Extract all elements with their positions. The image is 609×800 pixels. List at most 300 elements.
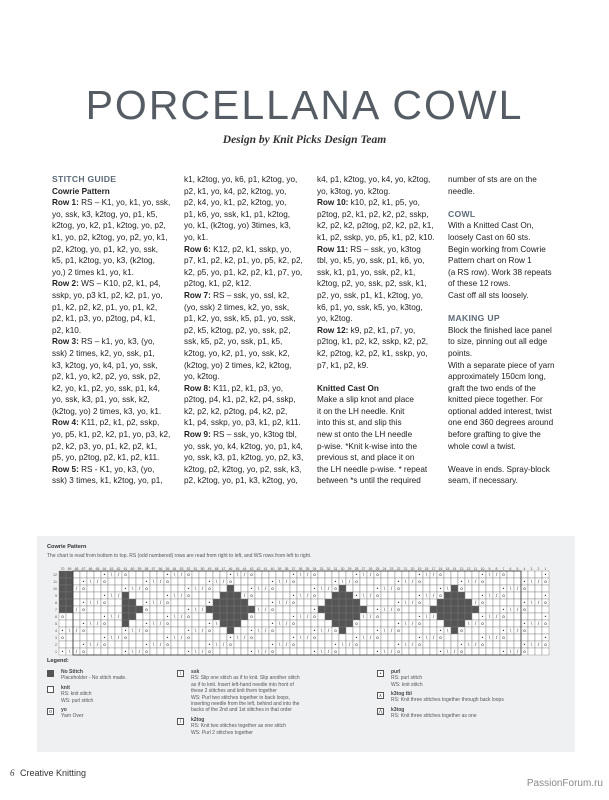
text-content: yo,) 2 times k1, yo, k1. (52, 267, 134, 277)
column-label: 60 (130, 567, 135, 571)
text-content: k1, p2, sskp, yo, p5, k1, p2, k10. (317, 232, 435, 242)
chart-symbol: o (481, 580, 484, 586)
text-content: p1, k6, yo, ssk, k1, p1, k2tog, (184, 209, 291, 219)
text-content: tbl, yo, k5, yo, ssk, p1, k6, yo, (317, 256, 425, 266)
chart-symbol: o (460, 587, 463, 593)
chart-symbol: o (292, 643, 295, 649)
text-line (184, 406, 303, 418)
chart-symbol: o (61, 636, 64, 642)
text-line (448, 267, 555, 279)
chart-symbol: / (180, 573, 183, 579)
chart-symbol: \ (341, 643, 344, 649)
chart-cell (157, 648, 164, 655)
chart-symbol: • (397, 580, 400, 586)
chart-symbol: \ (131, 587, 134, 593)
text-content: p2tog, k1, p2, k2, sskp, k2, p2, (317, 337, 429, 347)
chart-cell (318, 571, 325, 578)
legend-item-no-stitch: No Stitch Placeholder - No stitch made. (61, 669, 127, 682)
chart-cell (339, 599, 346, 606)
chart-cell (444, 641, 451, 648)
chart-cell (367, 641, 374, 648)
text-line (317, 313, 434, 325)
chart-cell (423, 585, 430, 592)
chart-cell (171, 599, 178, 606)
chart-cell (493, 627, 500, 634)
chart-cell (360, 585, 367, 592)
text-content: p2tog, k1, p2, k12. (184, 279, 252, 289)
text-line (52, 348, 170, 360)
chart-symbol: o (82, 587, 85, 593)
chart-cell (185, 620, 192, 627)
column-label: 70 (60, 567, 65, 571)
chart-symbol: / (327, 650, 330, 656)
chart-cell (507, 634, 514, 641)
chart-symbol: \ (110, 594, 113, 600)
text-content: k2, yo, k1, p2, yo, ssk, p1, k4, (52, 383, 160, 393)
chart-cell (318, 592, 325, 599)
chart-symbol: / (75, 650, 78, 656)
chart-cell (73, 571, 80, 578)
text-content: yo, k3tog, yo, k2tog. (317, 186, 391, 196)
chart-cell (178, 641, 185, 648)
chart-cell (241, 627, 248, 634)
chart-cell (360, 648, 367, 655)
text-line (52, 406, 170, 418)
chart-cell (199, 620, 206, 627)
chart-cell (339, 634, 346, 641)
chart-cell (185, 599, 192, 606)
chart-cell (297, 627, 304, 634)
chart-cell (514, 592, 521, 599)
row-label: 1 (55, 650, 57, 654)
text-line (52, 255, 170, 267)
chart-symbol: / (243, 636, 246, 642)
chart-cell (409, 592, 416, 599)
chart-symbol: \ (446, 629, 449, 635)
chart-cell (234, 606, 241, 613)
chart-cell (542, 585, 549, 592)
text-line (448, 475, 555, 487)
chart-cell (528, 613, 535, 620)
text-line (317, 290, 434, 302)
chart-cell (381, 599, 388, 606)
chart-symbol: / (516, 650, 519, 656)
chart-symbol: • (61, 629, 64, 635)
chart-symbol: o (544, 580, 547, 586)
chart-cell (346, 599, 353, 606)
chart-cell (297, 606, 304, 613)
chart-cell (255, 592, 262, 599)
chart-cell (157, 592, 164, 599)
chart-cell (325, 592, 332, 599)
chart-cell (206, 606, 213, 613)
chart-symbol: o (397, 629, 400, 635)
chart-cell (542, 606, 549, 613)
chart-cell (262, 592, 269, 599)
chart-cell (444, 578, 451, 585)
chart-symbol: \ (299, 615, 302, 621)
column-label: 16 (438, 567, 443, 571)
chart-cell (220, 571, 227, 578)
chart-cell (213, 592, 220, 599)
text-line (184, 232, 303, 244)
column-label: 30 (340, 567, 345, 571)
chart-symbol: o (460, 650, 463, 656)
chart-cell (150, 571, 157, 578)
chart-symbol: \ (362, 615, 365, 621)
chart-symbol: \ (173, 615, 176, 621)
chart-symbol: \ (341, 580, 344, 586)
text-line (317, 267, 434, 279)
chart-cell (255, 634, 262, 641)
chart-symbol: o (82, 650, 85, 656)
text-line (317, 441, 434, 453)
chart-symbol: o (334, 629, 337, 635)
chart-cell (360, 606, 367, 613)
row-label: Row 6: (184, 244, 211, 254)
chart-cell (339, 620, 346, 627)
column-label: 9 (488, 567, 491, 571)
chart-symbol: / (264, 629, 267, 635)
chart-cell (451, 634, 458, 641)
text-content: it on the LH needle. Knit (317, 406, 405, 416)
chart-cell (108, 648, 115, 655)
chart-symbol: \ (404, 601, 407, 607)
chart-symbol: o (397, 608, 400, 614)
chart-cell (199, 599, 206, 606)
chart-symbol: • (166, 573, 169, 579)
chart-symbol: \ (530, 601, 533, 607)
chart-cell (395, 592, 402, 599)
row-label: 6 (55, 615, 57, 619)
chart-cell (318, 620, 325, 627)
chart-symbol: \ (425, 636, 428, 642)
chart-cell (241, 585, 248, 592)
chart-cell (276, 606, 283, 613)
text-content: k2, p5, yo, p1, k2, p2, k1, p7, yo, (184, 267, 303, 277)
chart-symbol: / (201, 629, 204, 635)
chart-symbol: o (187, 573, 190, 579)
chart-cell (304, 578, 311, 585)
chart-cell (458, 606, 465, 613)
chart-symbol: o (187, 636, 190, 642)
chart-symbol: • (82, 601, 85, 607)
page-number: 6 (10, 768, 15, 778)
text-content: p-wise. *Knit k-wise into the (317, 441, 418, 451)
chart-cell (402, 648, 409, 655)
chart-symbol: o (502, 615, 505, 621)
chart-symbol: \ (425, 594, 428, 600)
text-line (448, 406, 555, 418)
chart-cell (87, 634, 94, 641)
chart-cell (122, 599, 129, 606)
chart-symbol: o (229, 643, 232, 649)
text-content: p7, k1, p2, k9. (317, 360, 369, 370)
text-content: yo, ssk, yo, k4, k2tog, yo, p1, k4, (184, 441, 303, 451)
text-column-3 (317, 174, 434, 487)
chart-cell (318, 641, 325, 648)
chart-cell (423, 578, 430, 585)
text-content: yo, k1. (184, 232, 209, 242)
text-content: k2, p2, k2, p2tog, p2, k2, p2, k1, (317, 221, 434, 231)
chart-cell (129, 606, 136, 613)
chart-cell (465, 627, 472, 634)
column-label: 58 (144, 567, 149, 571)
chart-cell (262, 599, 269, 606)
text-content: RS – ssk, yo, ssl, k2, (210, 290, 290, 300)
chart-symbol: \ (215, 580, 218, 586)
chart-cell (199, 571, 206, 578)
chart-cell (367, 578, 374, 585)
chart-cell (150, 613, 157, 620)
chart-symbol: o (502, 594, 505, 600)
chart-cell (521, 613, 528, 620)
chart-cell (248, 620, 255, 627)
chart-cell (395, 634, 402, 641)
chart-cell (227, 599, 234, 606)
chart-symbol: o (145, 629, 148, 635)
text-content: knitted piece together. For (448, 395, 543, 405)
chart-cell (402, 592, 409, 599)
column-label: 28 (354, 567, 359, 571)
chart-symbol: \ (509, 587, 512, 593)
chart-cell (129, 599, 136, 606)
text-line (448, 290, 555, 302)
chart-symbol: • (376, 629, 379, 635)
chart-symbol: • (439, 587, 442, 593)
chart-cell (430, 606, 437, 613)
chart-cell (276, 571, 283, 578)
chart-symbol: o (397, 650, 400, 656)
chart-symbol: • (376, 650, 379, 656)
chart-cell (262, 613, 269, 620)
chart-symbol: \ (194, 629, 197, 635)
chart-cell (87, 613, 94, 620)
chart-symbol: • (187, 587, 190, 593)
chart-symbol: \ (89, 580, 92, 586)
chart-symbol: \ (257, 650, 260, 656)
chart-cell (150, 648, 157, 655)
chart-cell (444, 571, 451, 578)
chart-symbol: • (208, 643, 211, 649)
chart-cell (430, 578, 437, 585)
chart-cell (213, 571, 220, 578)
chart-symbol: o (313, 636, 316, 642)
text-line (184, 209, 303, 221)
chart-symbol: o (271, 608, 274, 614)
chart-cell (101, 627, 108, 634)
chart-cell (514, 599, 521, 606)
chart-cell (388, 571, 395, 578)
column-label: 36 (298, 567, 303, 571)
chart-cell (206, 613, 213, 620)
chart-symbol: \ (257, 587, 260, 593)
chart-symbol: / (138, 650, 141, 656)
text-line (184, 290, 303, 302)
chart-symbol: / (201, 650, 204, 656)
text-content: yo, ssk, k3, p1, k2tog, yo, p2, k3, (184, 453, 304, 463)
chart-cell (87, 571, 94, 578)
text-line (184, 452, 303, 464)
chart-cell (381, 578, 388, 585)
chart-cell (353, 613, 360, 620)
chart-cell (304, 648, 311, 655)
chart-symbol: \ (215, 622, 218, 628)
chart-cell (507, 620, 514, 627)
chart-symbol: o (313, 615, 316, 621)
chart-symbol: • (250, 650, 253, 656)
chart-cell (59, 641, 66, 648)
chart-symbol: / (537, 622, 540, 628)
chart-cell (332, 592, 339, 599)
chart-symbol: o (250, 615, 253, 621)
chart-symbol: / (306, 573, 309, 579)
chart-symbol: \ (383, 608, 386, 614)
chart-symbol: \ (509, 608, 512, 614)
chart-cell (374, 620, 381, 627)
chart-cell (206, 571, 213, 578)
chart-cell (444, 620, 451, 627)
chart-symbol: / (516, 608, 519, 614)
chart-symbol: • (166, 636, 169, 642)
chart-symbol: • (502, 587, 505, 593)
chart-cell (360, 578, 367, 585)
text-content: previous st, and place it on (317, 453, 415, 463)
chart-symbol: \ (530, 580, 533, 586)
text-content: RS – k1, yo, k3, (yo, (78, 337, 155, 347)
column-label: 51 (193, 567, 198, 571)
chart-cell (276, 634, 283, 641)
chart-cell (283, 613, 290, 620)
chart-cell (248, 578, 255, 585)
column-label: 7 (502, 567, 505, 571)
chart-symbol: o (124, 636, 127, 642)
chart-symbol: / (264, 608, 267, 614)
chart-symbol: \ (509, 629, 512, 635)
chart-symbol: • (187, 650, 190, 656)
chart-cell (297, 578, 304, 585)
chart-cell (507, 599, 514, 606)
chart-cell (297, 641, 304, 648)
chart-symbol: \ (278, 601, 281, 607)
column-label: 24 (382, 567, 387, 571)
column-label: 10 (480, 567, 485, 571)
text-content: Pattern chart on Row 1 (448, 256, 532, 266)
chart-cell (290, 585, 297, 592)
chart-symbol: o (523, 608, 526, 614)
chart-cell (437, 613, 444, 620)
chart-cell (486, 578, 493, 585)
chart-symbol: \ (446, 587, 449, 593)
chart-symbol: / (117, 573, 120, 579)
chart-cell (143, 634, 150, 641)
chart-cell (514, 578, 521, 585)
chart-cell (353, 606, 360, 613)
chart-cell (325, 613, 332, 620)
chart-cell (367, 627, 374, 634)
chart-symbol: / (516, 629, 519, 635)
text-content: k2, p2tog, k2, p2, k1, sskp, yo, (317, 348, 428, 358)
column-label: 50 (200, 567, 205, 571)
chart-cell (486, 599, 493, 606)
chart-cell (234, 592, 241, 599)
chart-cell (150, 627, 157, 634)
chart-cell (227, 606, 234, 613)
column-label: 13 (459, 567, 464, 571)
chart-cell (416, 585, 423, 592)
chart-cell (507, 592, 514, 599)
chart-cell (472, 648, 479, 655)
chart-cell (66, 599, 73, 606)
chart-cell (199, 592, 206, 599)
chart-symbol: • (229, 636, 232, 642)
column-label: 47 (221, 567, 226, 571)
text-content: between *s until the required (317, 476, 421, 486)
text-content: into this st, and slip this (317, 418, 402, 428)
chart-symbol: • (502, 608, 505, 614)
row-label: 3 (55, 636, 57, 640)
text-line (52, 232, 170, 244)
chart-cell (171, 641, 178, 648)
text-content: p2, yo, ssk, p1, k1, k2tog, yo, (317, 290, 424, 300)
chart-symbol: / (180, 636, 183, 642)
text-line (184, 417, 303, 429)
chart-symbol: • (544, 615, 547, 621)
chart-cell (276, 613, 283, 620)
chart-symbol: \ (299, 636, 302, 642)
chart-cell (122, 592, 129, 599)
chart-cell (521, 571, 528, 578)
chart-cell (360, 641, 367, 648)
column-label: 59 (137, 567, 142, 571)
text-line (448, 278, 555, 290)
chart-symbol: / (495, 636, 498, 642)
text-line (184, 371, 303, 383)
chart-cell (59, 585, 66, 592)
text-line (448, 244, 555, 256)
chart-cell (227, 585, 234, 592)
chart-cell (262, 578, 269, 585)
chart-symbol: o (376, 594, 379, 600)
row-label: 10 (53, 587, 57, 591)
column-label: 29 (347, 567, 352, 571)
chart-cell (73, 613, 80, 620)
chart-symbol: o (313, 594, 316, 600)
chart-cell (486, 627, 493, 634)
chart-symbol: / (390, 608, 393, 614)
chart-cell (416, 627, 423, 634)
chart-cell (458, 571, 465, 578)
chart-cell (535, 592, 542, 599)
chart-symbol: o (397, 587, 400, 593)
chart-cell (94, 606, 101, 613)
chart-cell (66, 641, 73, 648)
chart-cell (129, 578, 136, 585)
chart-symbol: • (166, 615, 169, 621)
column-label: 38 (284, 567, 289, 571)
column-label: 12 (466, 567, 471, 571)
chart-cell (115, 648, 122, 655)
chart-cell (80, 592, 87, 599)
chart-symbol: / (117, 636, 120, 642)
column-label: 23 (389, 567, 394, 571)
chart-cell (500, 620, 507, 627)
chart-symbol: o (376, 636, 379, 642)
text-content: RS – ssk, yo, k3tog (347, 244, 421, 254)
chart-cell (374, 599, 381, 606)
chart-symbol: \ (236, 573, 239, 579)
chart-symbol: / (159, 580, 162, 586)
